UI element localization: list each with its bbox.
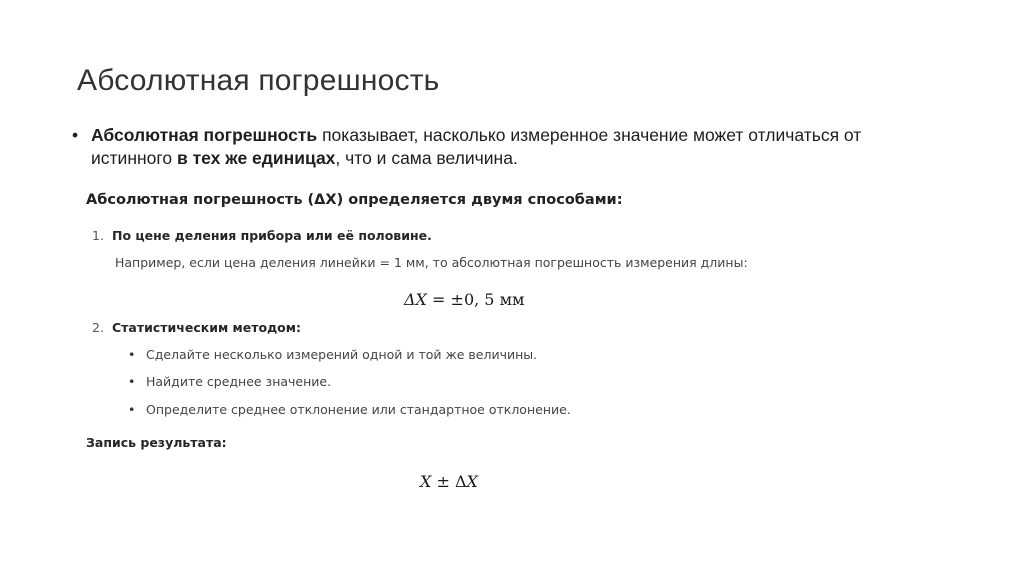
formula-delta-x-lhs: ΔX <box>404 290 427 309</box>
formula-result <box>420 472 478 491</box>
intro-text <box>91 124 872 170</box>
step-bullet: • <box>128 347 136 362</box>
step-text: Найдите среднее значение. <box>146 374 332 389</box>
step-bullet: • <box>128 374 136 389</box>
intro-text-2: , что и сама величина. <box>335 148 518 168</box>
step-item <box>128 347 537 362</box>
method-1-example: Например, если цена деления линейки = 1 мм, то абсолютная погрешность измерения длины: <box>115 255 748 270</box>
method-1 <box>92 228 432 243</box>
step-text: Сделайте несколько измерений одной и той же величины. <box>146 347 538 362</box>
formula-result-x2: X <box>466 472 478 491</box>
result-label: Запись результата: <box>86 435 227 450</box>
intro-bullet: • <box>72 125 79 145</box>
method-2-label: Статистическим методом: <box>112 320 301 335</box>
formula-delta-x-rhs: = ±0, 5 мм <box>432 290 525 309</box>
intro-bold-lead: Абсолютная погрешность <box>91 125 318 145</box>
step-item <box>128 374 331 389</box>
method-2 <box>92 320 301 335</box>
method-2-number: 2. <box>92 320 104 335</box>
intro-text-1: показывает, насколько измеренное значение может отличаться от истинного <box>91 125 862 168</box>
method-1-number: 1. <box>92 228 104 243</box>
panel-heading: Абсолютная погрешность (ΔX) определяется двумя способами: <box>86 192 623 208</box>
slide-title: Абсолютная погрешность <box>77 64 440 97</box>
formula-result-op: ± Δ <box>431 472 467 491</box>
step-text: Определите среднее отклонение или стандартное отклонение. <box>146 402 571 417</box>
step-item <box>128 402 571 417</box>
step-bullet: • <box>128 402 136 417</box>
formula-delta-x <box>404 290 524 309</box>
intro-paragraph <box>72 124 872 170</box>
formula-result-x: X <box>420 472 432 491</box>
method-1-label: По цене деления прибора или её половине. <box>112 228 432 243</box>
intro-bold-mid: в тех же единицах <box>176 148 336 168</box>
